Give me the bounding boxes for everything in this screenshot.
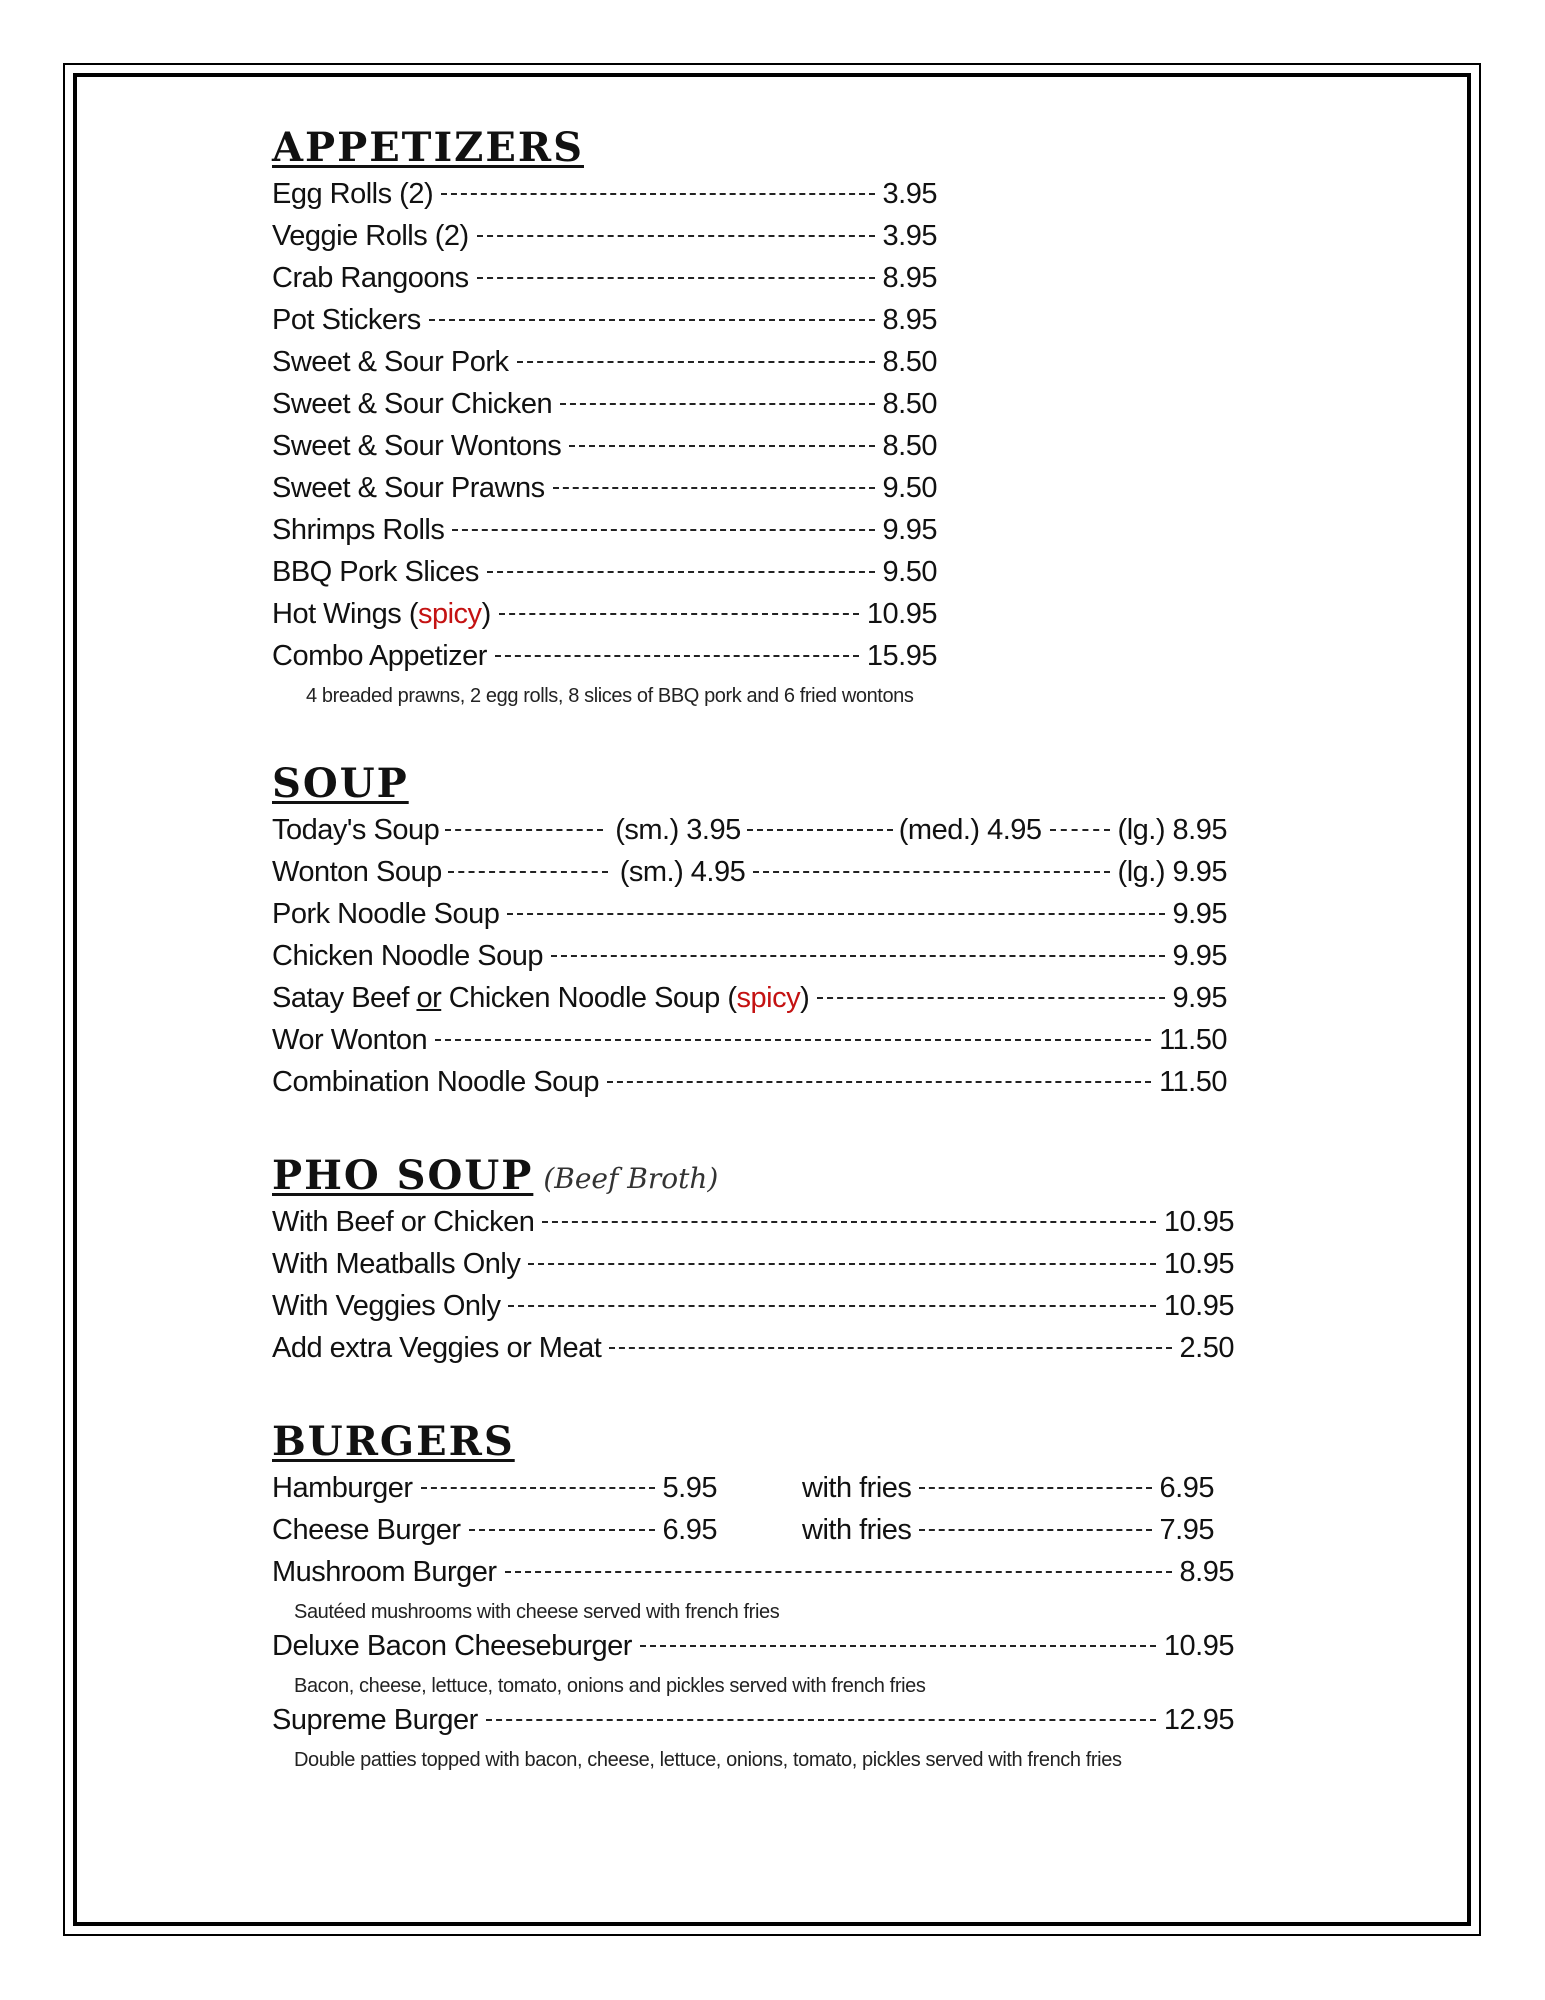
dotted-leader — [477, 235, 875, 237]
item-name: Add extra Veggies or Meat — [272, 1332, 602, 1364]
menu-item — [272, 388, 937, 430]
dotted-leader — [508, 1305, 1155, 1307]
section-header — [272, 1418, 1272, 1465]
item-name: Mushroom Burger — [272, 1556, 497, 1588]
size-small-price: (sm.) 4.95 — [619, 856, 746, 888]
item-name: Veggie Rolls (2) — [272, 220, 469, 252]
dotted-leader — [448, 871, 608, 873]
section-title: APPETIZERS — [272, 124, 584, 171]
section-burgers — [272, 1418, 1272, 1778]
menu-content — [272, 124, 1272, 1778]
item-description: Double patties topped with bacon, cheese, lettuce, onions, tomato, pickles served with french fries — [294, 1749, 1122, 1771]
item-name-text: ) — [481, 598, 491, 630]
menu-item — [272, 1630, 1234, 1672]
item-name: Pork Noodle Soup — [272, 898, 500, 930]
section-soup — [272, 760, 1272, 1108]
menu-item — [272, 640, 937, 682]
section-title: SOUP — [272, 760, 409, 807]
menu-item — [272, 1024, 1227, 1066]
item-name-text: ) — [800, 982, 810, 1014]
menu-item — [272, 1206, 1234, 1248]
menu-item — [272, 1704, 1234, 1746]
section-appetizers — [272, 124, 1272, 714]
item-name-text: Chicken Noodle Soup ( — [441, 982, 737, 1014]
item-price: 11.50 — [1159, 1066, 1227, 1098]
menu-item — [272, 1066, 1227, 1108]
item-price: 10.95 — [1163, 1248, 1234, 1280]
item-price: 10.95 — [1163, 1630, 1234, 1662]
dotted-leader — [507, 913, 1164, 915]
item-name: With Meatballs Only — [272, 1248, 521, 1280]
item-price: 2.50 — [1179, 1332, 1234, 1364]
dotted-leader — [607, 1081, 1151, 1083]
dotted-leader — [499, 613, 859, 615]
size-medium-price: (med.) 4.95 — [898, 814, 1042, 846]
menu-item — [272, 262, 937, 304]
section-header — [272, 760, 1272, 807]
dotted-leader — [551, 955, 1165, 957]
menu-item — [272, 556, 937, 598]
item-name: Combination Noodle Soup — [272, 1066, 600, 1098]
menu-item — [272, 1556, 1234, 1598]
item-name: Crab Rangoons — [272, 262, 469, 294]
item-name — [272, 982, 809, 1015]
dotted-leader — [441, 193, 874, 195]
with-fries-price: 7.95 — [1159, 1514, 1214, 1546]
menu-item — [272, 940, 1227, 982]
menu-item — [272, 178, 937, 220]
item-description: Sautéed mushrooms with cheese served with french fries — [294, 1601, 780, 1623]
dotted-leader — [486, 1719, 1156, 1721]
item-name: Sweet & Sour Chicken — [272, 388, 553, 420]
dotted-leader — [919, 1529, 1151, 1531]
item-name: With Veggies Only — [272, 1290, 501, 1322]
item-name: Shrimps Rolls — [272, 514, 445, 546]
dotted-leader — [477, 277, 875, 279]
dotted-leader — [435, 1039, 1151, 1041]
dotted-leader — [495, 655, 859, 657]
item-price: 8.95 — [882, 304, 937, 336]
dotted-leader — [429, 319, 875, 321]
section-subtitle: (Beef Broth) — [543, 1162, 719, 1196]
menu-item — [272, 1290, 1234, 1332]
menu-item — [272, 304, 937, 346]
item-price: 8.95 — [882, 262, 937, 294]
dotted-leader — [560, 403, 874, 405]
burger-base — [272, 1514, 717, 1547]
menu-item — [272, 898, 1227, 940]
dotted-leader — [517, 361, 875, 363]
menu-item — [272, 814, 1227, 856]
size-large-price: (lg.) 8.95 — [1117, 814, 1227, 846]
dotted-leader — [452, 529, 874, 531]
dotted-leader — [1050, 829, 1110, 831]
dotted-leader — [542, 1221, 1156, 1223]
menu-item — [272, 1514, 1272, 1556]
item-price: 15.95 — [866, 640, 937, 672]
section-header — [272, 1152, 1272, 1199]
item-name-text: Satay Beef — [272, 982, 417, 1014]
dotted-leader — [753, 871, 1109, 873]
item-price: 8.50 — [882, 430, 937, 462]
menu-item — [272, 1472, 1272, 1514]
with-fries-price: 6.95 — [1159, 1472, 1214, 1504]
size-large-price: (lg.) 9.95 — [1117, 856, 1227, 888]
section-title: BURGERS — [272, 1418, 515, 1465]
item-price: 9.95 — [1172, 982, 1227, 1014]
with-fries-label: with fries — [802, 1472, 912, 1504]
item-price: 12.95 — [1163, 1704, 1234, 1736]
item-name: Supreme Burger — [272, 1704, 478, 1736]
menu-item — [272, 598, 937, 640]
item-name: Cheese Burger — [272, 1514, 461, 1546]
item-name: Sweet & Sour Prawns — [272, 472, 545, 504]
item-price: 9.95 — [1172, 940, 1227, 972]
item-price: 10.95 — [866, 598, 937, 630]
item-name: Chicken Noodle Soup — [272, 940, 544, 972]
item-name-or: or — [416, 982, 442, 1014]
dotted-leader — [609, 1347, 1171, 1349]
dotted-leader — [445, 829, 603, 831]
burger-base — [272, 1472, 717, 1505]
menu-item — [272, 346, 937, 388]
item-description: 4 breaded prawns, 2 egg rolls, 8 slices of BBQ pork and 6 fried wontons — [306, 685, 914, 707]
burger-with-fries — [802, 1514, 1214, 1547]
dotted-leader — [505, 1571, 1172, 1573]
item-price: 5.95 — [662, 1472, 717, 1504]
item-name: Wonton Soup — [272, 856, 442, 888]
item-name: Pot Stickers — [272, 304, 421, 336]
dotted-leader — [553, 487, 875, 489]
item-name — [272, 598, 491, 631]
menu-item — [272, 856, 1227, 898]
item-price: 8.50 — [882, 388, 937, 420]
section-pho-soup — [272, 1152, 1272, 1374]
menu-item — [272, 982, 1227, 1024]
dotted-leader — [569, 445, 874, 447]
dotted-leader — [817, 997, 1164, 999]
item-price: 9.50 — [882, 556, 937, 588]
size-small-price: (sm.) 3.95 — [615, 814, 741, 846]
item-price: 10.95 — [1163, 1206, 1234, 1238]
spicy-label: spicy — [736, 982, 801, 1014]
item-price: 8.95 — [1179, 1556, 1234, 1588]
item-name: Sweet & Sour Pork — [272, 346, 509, 378]
item-name: Deluxe Bacon Cheeseburger — [272, 1630, 632, 1662]
dotted-leader — [919, 1487, 1151, 1489]
item-price: 3.95 — [882, 220, 937, 252]
spicy-label: spicy — [417, 598, 482, 630]
item-price: 9.50 — [882, 472, 937, 504]
menu-item — [272, 1332, 1234, 1374]
item-price: 3.95 — [882, 178, 937, 210]
item-name: Today's Soup — [272, 814, 440, 846]
dotted-leader — [528, 1263, 1156, 1265]
menu-item — [272, 430, 937, 472]
item-price: 10.95 — [1163, 1290, 1234, 1322]
item-price: 8.50 — [882, 346, 937, 378]
item-price: 11.50 — [1159, 1024, 1227, 1056]
section-title: PHO SOUP — [272, 1152, 534, 1199]
item-name: Sweet & Sour Wontons — [272, 430, 562, 462]
item-name: With Beef or Chicken — [272, 1206, 535, 1238]
item-price: 6.95 — [662, 1514, 717, 1546]
dotted-leader — [487, 571, 875, 573]
item-name-text: Hot Wings ( — [272, 598, 418, 630]
dotted-leader — [640, 1645, 1156, 1647]
item-price: 9.95 — [882, 514, 937, 546]
item-name: Combo Appetizer — [272, 640, 487, 672]
item-name: Hamburger — [272, 1472, 413, 1504]
menu-item — [272, 514, 937, 556]
section-header — [272, 124, 1272, 171]
with-fries-label: with fries — [802, 1514, 912, 1546]
item-name: Wor Wonton — [272, 1024, 428, 1056]
item-description: Bacon, cheese, lettuce, tomato, onions and pickles served with french fries — [294, 1675, 926, 1697]
item-price: 9.95 — [1172, 898, 1227, 930]
item-name: BBQ Pork Slices — [272, 556, 479, 588]
dotted-leader — [469, 1529, 655, 1531]
menu-item — [272, 220, 937, 262]
menu-item — [272, 472, 937, 514]
item-name: Egg Rolls (2) — [272, 178, 434, 210]
dotted-leader — [421, 1487, 655, 1489]
dotted-leader — [747, 829, 893, 831]
burger-with-fries — [802, 1472, 1214, 1505]
menu-item — [272, 1248, 1234, 1290]
